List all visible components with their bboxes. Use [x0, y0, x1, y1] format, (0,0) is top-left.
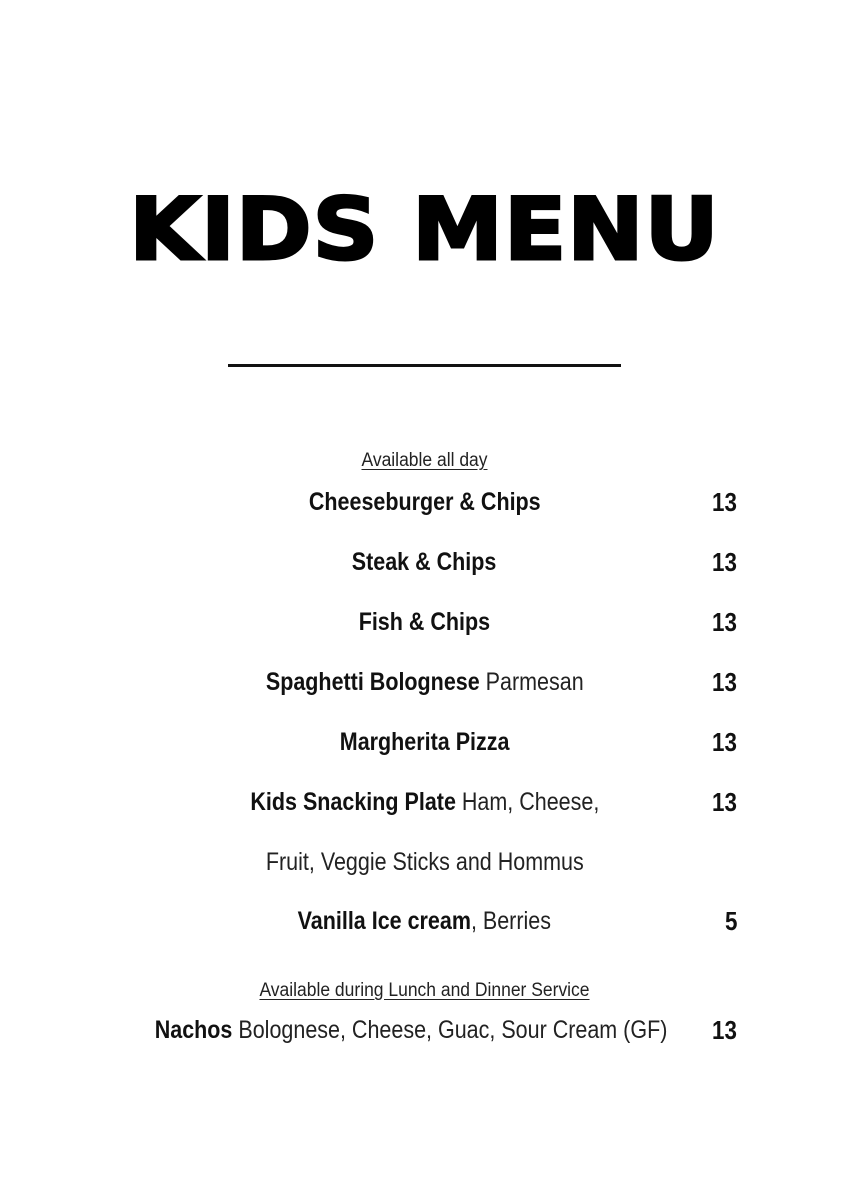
menu-item-name: Fish & Chips	[358, 608, 491, 636]
menu-item-description: Bolognese, Cheese, Guac, Sour Cream (GF)	[232, 1016, 668, 1044]
menu-item-price: 13	[712, 547, 737, 577]
menu-item-description-line2: Fruit, Veggie Sticks and Hommus	[265, 848, 584, 876]
page-title: KIDS MENU	[129, 180, 720, 280]
menu-item	[0, 662, 849, 702]
menu-item-description: Ham, Cheese,	[455, 788, 599, 816]
menu-item	[0, 542, 849, 582]
menu-item-name: Cheeseburger & Chips	[308, 488, 541, 516]
menu-item	[0, 901, 849, 941]
menu-item	[0, 602, 849, 642]
menu-item	[0, 482, 849, 522]
menu-item-price: 13	[712, 787, 737, 817]
menu-item-price: 13	[712, 487, 737, 517]
menu-item	[0, 722, 849, 762]
menu-item-text	[0, 842, 849, 882]
section-label-all-day: Available all day	[361, 450, 488, 471]
menu-item-price: 13	[712, 607, 737, 637]
menu-item-text	[0, 1010, 836, 1050]
menu-item-text	[0, 901, 849, 941]
menu-item-description: , Berries	[471, 907, 552, 935]
menu-item-price: 13	[712, 667, 737, 697]
menu-item-price: 13	[712, 1015, 737, 1045]
menu-item-price: 5	[724, 906, 737, 936]
menu-item-name: Kids Snacking Plate	[250, 788, 456, 816]
menu-item-name: Margherita Pizza	[339, 728, 510, 756]
menu-item-name: Spaghetti Bolognese	[265, 668, 480, 696]
menu-item-name: Nachos	[155, 1016, 233, 1044]
menu-item-name: Vanilla Ice cream	[297, 907, 472, 935]
menu-item-continuation	[0, 842, 849, 882]
menu-item	[0, 782, 849, 822]
section-label-lunch-dinner: Available during Lunch and Dinner Service	[259, 980, 590, 1001]
menu-item	[0, 1010, 849, 1050]
menu-item-price: 13	[712, 727, 737, 757]
title-divider	[228, 364, 621, 367]
menu-item-description: Parmesan	[479, 668, 584, 696]
menu-item-name: Steak & Chips	[352, 548, 497, 576]
